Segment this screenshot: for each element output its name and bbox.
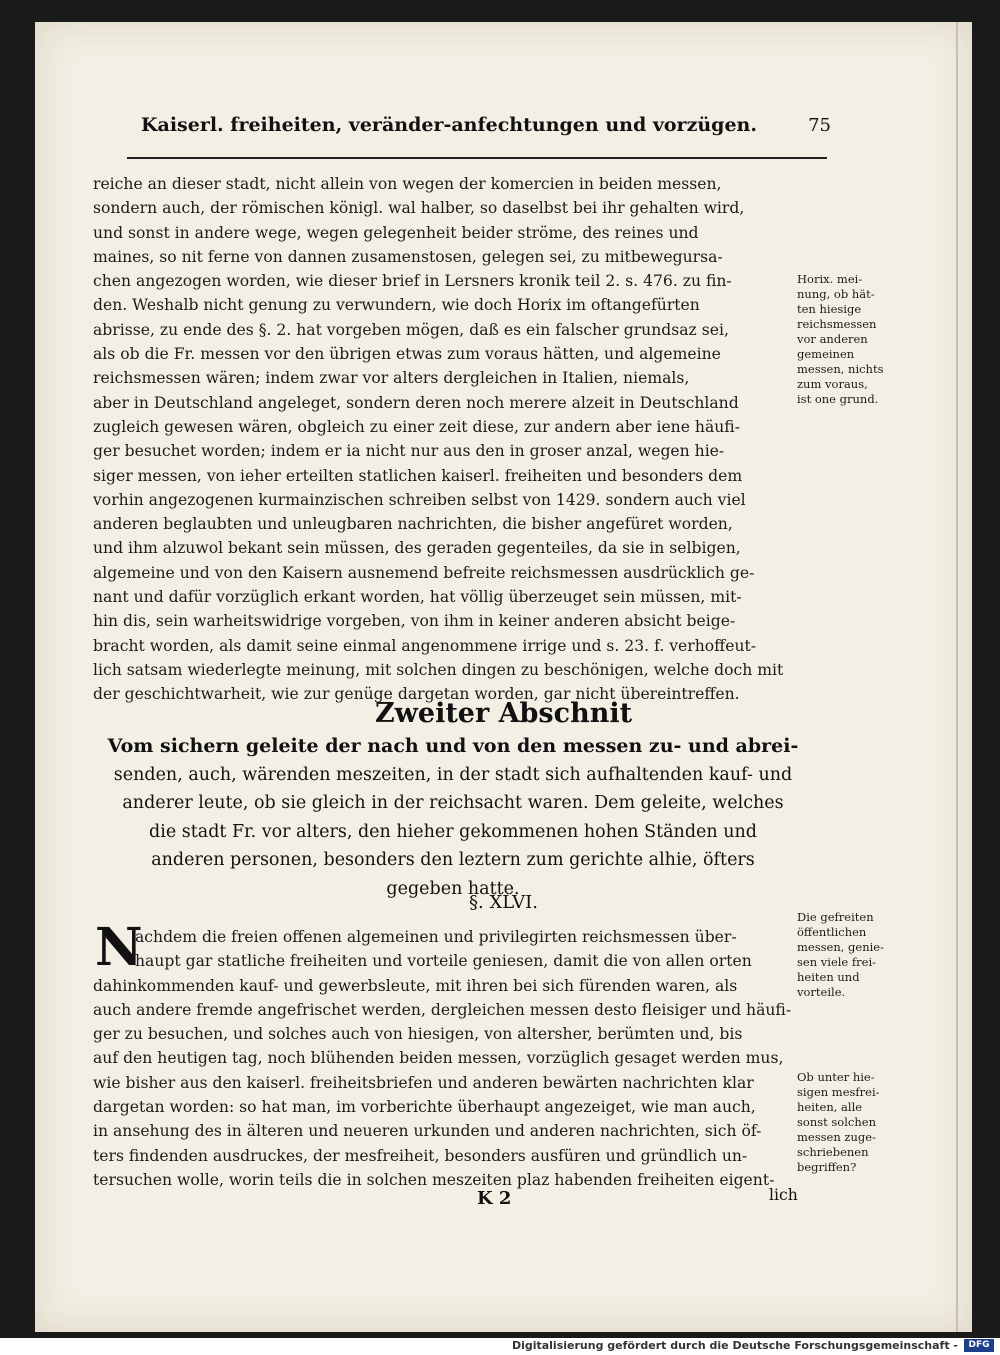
text-line: in ansehung des in älteren und neueren urkunden und anderen nachrichten, sich öf- [93, 1122, 762, 1141]
funding-credit: Digitalisierung gefördert durch die Deutsche Forschungsgemeinschaft - [511, 1339, 958, 1352]
margin-note-line: ist one grund. [797, 392, 879, 406]
drop-cap: N [95, 917, 143, 978]
text-line: als ob die Fr. messen vor den übrigen etwas zum voraus hätten, und algemeine [93, 345, 721, 364]
margin-note-line: sigen mesfrei- [797, 1085, 880, 1099]
page-number: 75 [808, 115, 831, 136]
section-subheading [93, 732, 813, 903]
text-line: und sonst in andere wege, wegen gelegenheit beider ströme, des reines und [93, 223, 699, 242]
text-line: siger messen, von ieher erteilten statlichen kaiserl. freiheiten und besonders dem [93, 466, 743, 485]
signature-mark: K 2 [477, 1188, 512, 1209]
subheading-line: Vom sichern geleite der nach und von den messen zu- und abrei- [107, 735, 799, 757]
margin-note-freedoms [797, 910, 885, 1000]
text-line: sondern auch, der römischen königl. wal halber, so daselbst bei ihr gehalten wird, [93, 199, 745, 218]
text-line: chen angezogen worden, wie dieser brief in Lersners kronik teil 2. s. 476. zu fin- [93, 272, 732, 291]
text-line: ger besuchet worden; indem er ia nicht nur aus den in groser anzal, wegen hie- [93, 442, 725, 461]
margin-note-line: sonst solchen [797, 1115, 876, 1129]
text-line: abrisse, zu ende des §. 2. hat vorgeben mögen, daß es ein falscher grundsaz sei, [93, 320, 729, 339]
margin-note-line: messen zuge- [797, 1130, 876, 1144]
text-line: dargetan worden: so hat man, im vorberichte überhaupt angezeiget, wie man auch, [93, 1098, 756, 1117]
paragraph-2 [93, 925, 805, 1192]
text-line: haupt gar statliche freiheiten und vorteile geniesen, damit die von allen orten [135, 952, 752, 971]
text-line: maines, so nit ferne von dannen zusamenstosen, gelegen sei, zu mitbewegursa- [93, 247, 723, 266]
margin-note-question [797, 1070, 885, 1175]
text-line: zugleich gewesen wären, obgleich zu einer zeit diese, zur andern aber iene häufi- [93, 417, 740, 436]
text-line: reiche an dieser stadt, nicht allein von wegen der komercien in beiden messen, [93, 175, 722, 193]
book-page [35, 22, 972, 1332]
text-line: ger zu besuchen, und solches auch von hiesigen, von altersher, berümten und, bis [93, 1025, 743, 1044]
text-line: ters findenden ausdruckes, der mesfreiheit, besonders ausfüren und gründlich un- [93, 1146, 748, 1165]
text-line: dahinkommenden kauf- und gewerbsleute, mit ihren bei sich fürenden waren, als [93, 976, 738, 995]
text-line: achdem die freien offenen algemeinen und privilegirten reichsmessen über- [135, 928, 737, 946]
text-line: der geschichtwarheit, wie zur genüge dargetan worden, gar nicht übereintreffen. [93, 685, 740, 704]
text-line: vorhin angezogenen kurmainzischen schreiben selbst von 1429. sondern auch viel [93, 490, 746, 509]
text-line: hin dis, sein warheitswidrige vorgeben, von ihm in keiner anderen absicht beige- [93, 612, 736, 631]
section-heading: Zweiter Abschnit [374, 698, 633, 729]
subheading-line: anderer leute, ob sie gleich in der reichsacht waren. Dem geleite, welches [122, 793, 784, 813]
margin-note-line: Die gefreiten [797, 910, 874, 924]
margin-note-line: messen, nichts [797, 362, 884, 376]
text-line: auf den heutigen tag, noch blühenden beiden messen, vorzüglich gesaget werden mus, [93, 1049, 784, 1068]
margin-note-line: Horix. mei- [797, 272, 863, 286]
margin-note-line: vorteile. [797, 985, 846, 999]
margin-note-line: zum voraus, [797, 377, 868, 391]
margin-note-line: Ob unter hie- [797, 1070, 875, 1084]
text-line: algemeine und von den Kaisern ausnemend befreite reichsmessen ausdrücklich ge- [93, 563, 755, 582]
margin-note-line: heiten und [797, 970, 860, 984]
text-line: und ihm alzuwol bekant sein müssen, des geraden gegenteiles, da sie in selbigen, [93, 539, 741, 558]
running-head [141, 114, 831, 150]
catchword: lich [769, 1186, 798, 1204]
margin-note-line: heiten, alle [797, 1100, 863, 1114]
text-line: auch andere fremde angefrischet werden, dergleichen messen desto fleisiger und häufi- [93, 1000, 792, 1019]
text-line: lich satsam wiederlegte meinung, mit solchen dingen zu beschönigen, welche doch mit [93, 660, 784, 679]
margin-note-line: ten hiesige [797, 302, 862, 316]
paragraph-1 [93, 172, 809, 707]
margin-note-line: messen, genie- [797, 940, 884, 954]
margin-note-line: schriebenen [797, 1145, 869, 1159]
subheading-line: senden, auch, wärenden meszeiten, in der stadt sich aufhaltenden kauf- und [113, 764, 793, 785]
margin-note-line: sen viele frei- [797, 955, 877, 969]
subheading-line: gegeben hatte. [386, 878, 520, 899]
text-line: wie bisher aus den kaiserl. freiheitsbriefen und anderen bewärten nachrichten klar [93, 1073, 754, 1092]
margin-note-line: gemeinen [797, 347, 855, 361]
margin-note-line: reichsmessen [797, 317, 877, 331]
text-line: tersuchen wolle, worin teils die in solchen meszeiten plaz habenden freiheiten eigent- [93, 1170, 775, 1189]
header-rule [127, 157, 827, 159]
text-line: reichsmessen wären; indem zwar vor alters dergleichen in Italien, niemals, [93, 369, 690, 388]
margin-note-horix [797, 272, 885, 407]
text-line: bracht worden, als damit seine einmal angenommene irrige und s. 23. f. verhoffeut- [93, 636, 757, 655]
subheading-line: die stadt Fr. vor alters, den hieher gekommenen hohen Ständen und [149, 821, 757, 842]
margin-note-line: öffentlichen [797, 925, 867, 939]
margin-note-line: vor anderen [797, 332, 868, 346]
running-head-title: Kaiserl. freiheiten, veränder-anfechtungen und vorzügen. [141, 114, 757, 136]
text-line: nant und dafür vorzüglich erkant worden, hat völlig überzeuget sein müssen, mit- [93, 588, 742, 607]
subheading-line: anderen personen, besonders den leztern zum gerichte alhie, öfters [151, 850, 755, 870]
margin-note-line: begriffen? [797, 1160, 857, 1174]
paragraph-number: §. XLVI. [469, 892, 538, 913]
text-line: den. Weshalb nicht genung zu verwundern, wie doch Horix im oftangefürten [93, 296, 700, 315]
text-line: aber in Deutschland angeleget, sondern deren noch merere alzeit in Deutschland [93, 393, 739, 412]
margin-note-line: nung, ob hät- [797, 287, 875, 301]
text-line: anderen beglaubten und unleugbaren nachrichten, die bisher angefüret worden, [93, 515, 733, 534]
dfg-logo: DFG [964, 1339, 994, 1352]
